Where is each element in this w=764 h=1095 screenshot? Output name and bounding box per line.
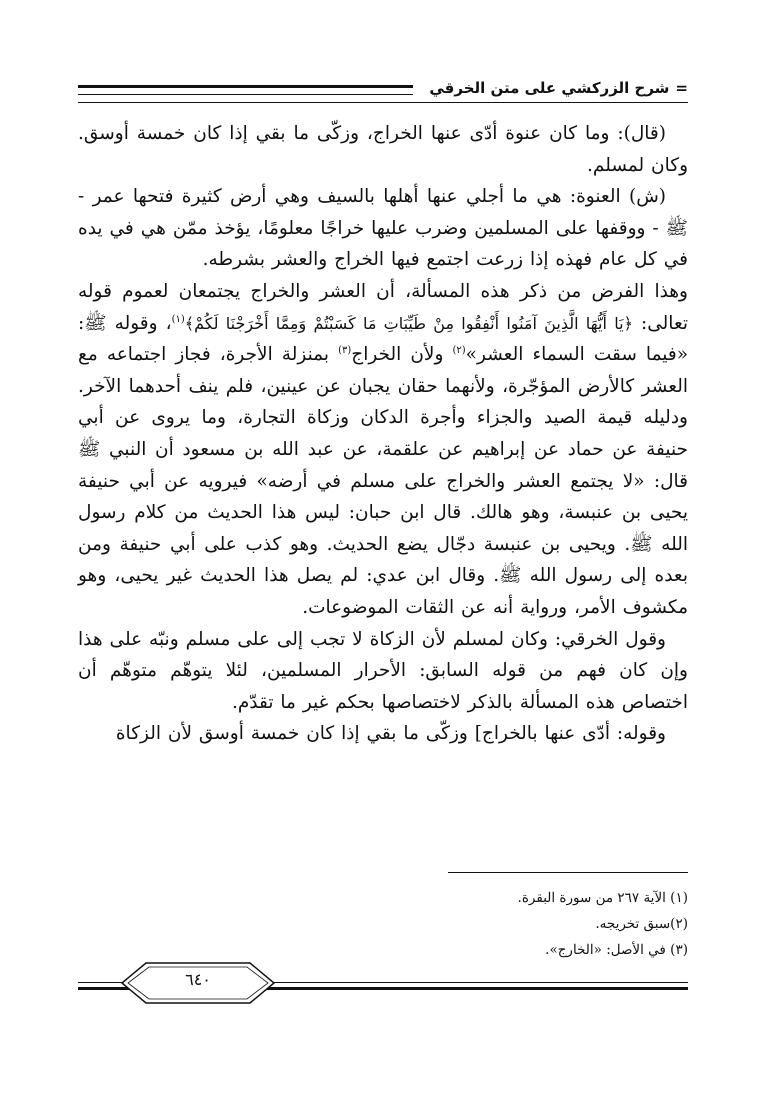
page-footer bbox=[78, 960, 688, 1010]
paragraph-4: وقول الخرقي: وكان لمسلم لأن الزكاة لا تجب إلى على مسلم ونبّه على هذا وإن كان فهم من قوله السابق: الأحرار المسلمين، لئلا يتوهّم متوهّم أن اختصاص هذه المسألة بالذكر لاختصاصها بحكم غير ما تقدّم. bbox=[78, 628, 688, 713]
paragraph-3 bbox=[78, 276, 688, 624]
paragraph-3-rest: بمنزلة الأجرة، فجاز اجتماعه مع العشر كالأرض المؤجّرة، ولأنهما حقان يجبان عن عينين، فلم ينف أحدهما الآخر. ودليله قيمة الصيد والجزاء وأجرة الدكان وزكاة التجارة، وما يروى عن أبي حنيفة عن حماد عن إبراهيم عن علقمة، عن عبد الله بن مسعود أن النبي ﷺ قال: «لا يجتمع العشر والخراج على مسلم في أرضه» فيرويه عن أبي حنيفة يحيى بن عنبسة، وهو هالك. قال ابن حبان: ليس هذا الحديث من كلام رسول الله ﷺ. ويحيى بن عنبسة دجّال يضع الحديث. وهو كذب على أبي حنيفة ومن بعده إلى رسول الله ﷺ. وقال ابن عدي: لم يصل هذا الحديث غير يحيى، وهو مكشوف الأمر، ورواية أنه عن الثقات الموضوعات. bbox=[78, 344, 688, 618]
page-number-ornament bbox=[118, 960, 278, 1006]
quran-verse: ﴿يَا أَيُّهَا الَّذِينَ آمَنُوا أَنْفِقُوا مِنْ طَيِّبَاتِ مَا كَسَبْتُمْ وَمِمَّا أَخْرَجْنَا لَكُمْ﴾ bbox=[184, 313, 633, 333]
footnote-3: (٣) في الأصل: «الخارج». bbox=[545, 942, 688, 958]
header-double-rule bbox=[78, 85, 413, 95]
main-text bbox=[78, 118, 688, 750]
paragraph-5: وقوله: أدّى عنها بالخراج] وزكّى ما بقي إذا كان خمسة أوسق لأن الزكاة bbox=[115, 723, 666, 745]
footnote-1: (١) الآية ٢٦٧ من سورة البقرة. bbox=[517, 890, 688, 906]
footnote-2: (٢)سبق تخريجه. bbox=[595, 916, 688, 932]
footnotes bbox=[78, 885, 688, 963]
header-underline bbox=[78, 102, 688, 103]
header-title-text: شرح الزركشي على متن الخرقي bbox=[429, 79, 670, 97]
running-header bbox=[78, 76, 688, 104]
footnote-ref-1: (١) bbox=[171, 313, 185, 325]
paragraph-3-intro: وهذا الفرض من ذكر هذه المسألة، أن العشر والخراج يجتمعان لعموم قوله تعالى: bbox=[78, 280, 689, 334]
page-number: ٦٤٠ bbox=[185, 970, 211, 989]
paragraph-3-kharaj: ولأن الخراج bbox=[351, 344, 453, 366]
paragraph-1: (قال): وما كان عنوة أدّى عنها الخراج، وزكّى ما بقي إذا كان خمسة أوسق. وكان لمسلم. bbox=[78, 123, 688, 176]
header-mark: = bbox=[675, 79, 688, 97]
footnote-separator bbox=[448, 872, 688, 873]
header-title bbox=[419, 76, 688, 100]
paragraph-3-hadith: ، وقوله ﷺ: «فيما سقت السماء العشر» bbox=[78, 312, 689, 366]
footnote-ref-3: (٣) bbox=[338, 345, 352, 356]
footnote-ref-2: (٢) bbox=[452, 345, 466, 356]
paragraph-2: (ش) العنوة: هي ما أجلي عنها أهلها بالسيف وهي أرض كثيرة فتحها عمر - ﷺ - ووقفها على المسلمين وضرب عليها خراجًا معلومًا، يؤخذ ممّن هي في يده في كل عام فهذه إذا زرعت اجتمع فيها الخراج والعشر بشرطه. bbox=[78, 186, 688, 271]
